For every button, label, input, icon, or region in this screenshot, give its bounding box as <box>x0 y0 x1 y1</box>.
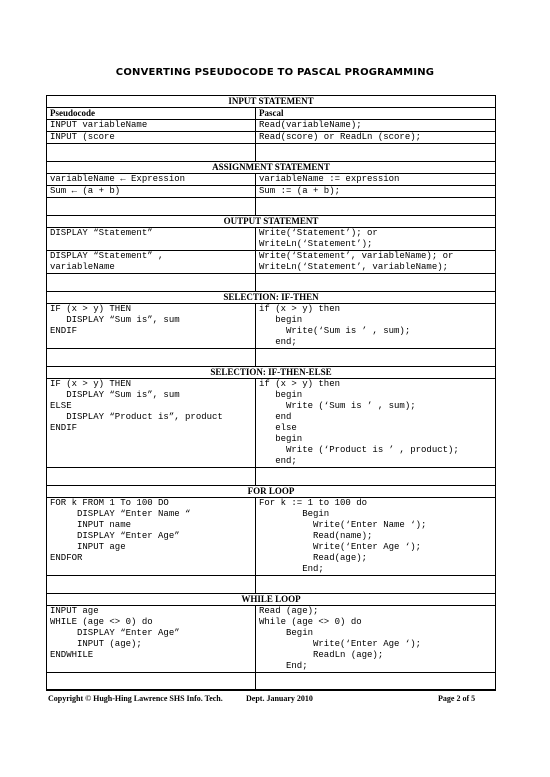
table-row <box>47 304 496 349</box>
table-row <box>47 498 496 576</box>
conversion-table <box>46 95 496 691</box>
spacer-cell <box>256 576 496 594</box>
spacer-row <box>47 468 496 486</box>
pseudocode-cell: DISPLAY “Statement” , variableName <box>47 251 256 274</box>
table-row <box>47 251 496 274</box>
pseudocode-cell: INPUT variableName <box>47 120 256 132</box>
spacer-cell <box>47 576 256 594</box>
pascal-cell: if (x > y) then begin Write(‘Sum is ’ , sum); end; <box>256 304 496 349</box>
spacer-cell <box>256 673 496 691</box>
footer-dept: Dept. January 2010 <box>246 694 313 703</box>
pascal-cell: For k := 1 to 100 do Begin Write(‘Enter Name ‘); Read(name); Write(‘Enter Age ‘); Read(age); End; <box>256 498 496 576</box>
column-header-pascal: Pascal <box>256 108 496 120</box>
section-heading-for: FOR LOOP <box>47 486 496 498</box>
spacer-cell <box>47 349 256 367</box>
pseudocode-cell: variableName ← Expression <box>47 174 256 186</box>
spacer-row <box>47 274 496 292</box>
section-heading-ifelse: SELECTION: IF-THEN-ELSE <box>47 367 496 379</box>
table-row <box>47 174 496 186</box>
spacer-cell <box>47 274 256 292</box>
section-heading-input: INPUT STATEMENT <box>47 96 496 108</box>
pascal-cell: Read (age); While (age <> 0) do Begin Write(‘Enter Age ‘); ReadLn (age); End; <box>256 606 496 673</box>
pseudocode-cell: INPUT (score <box>47 132 256 144</box>
table-row <box>47 379 496 468</box>
pascal-cell: Read(score) or ReadLn (score); <box>256 132 496 144</box>
pascal-cell: Write(‘Statement’, variableName); or WriteLn(‘Statement’, variableName); <box>256 251 496 274</box>
footer-copyright: Copyright © Hugh-Hing Lawrence SHS Info. Tech. <box>48 694 223 703</box>
pseudocode-cell: DISPLAY “Statement” <box>47 228 256 251</box>
pascal-cell: if (x > y) then begin Write (‘Sum is ’ , sum); end else begin Write (‘Product is ’ , product); end; <box>256 379 496 468</box>
pascal-cell: Sum := (a + b); <box>256 186 496 198</box>
footer-page-number: Page 2 of 5 <box>438 694 476 703</box>
pseudocode-cell: IF (x > y) THEN DISPLAY “Sum is”, sum ENDIF <box>47 304 256 349</box>
table-row <box>47 120 496 132</box>
spacer-cell <box>256 349 496 367</box>
spacer-cell <box>47 198 256 216</box>
table-row <box>47 186 496 198</box>
table-row <box>47 606 496 673</box>
footer-divider <box>46 689 496 690</box>
spacer-row <box>47 349 496 367</box>
spacer-cell <box>47 468 256 486</box>
pseudocode-cell: FOR k FROM 1 To 100 DO DISPLAY “Enter Name “ INPUT name DISPLAY “Enter Age” INPUT age ENDFOR <box>47 498 256 576</box>
spacer-row <box>47 576 496 594</box>
table-row <box>47 228 496 251</box>
spacer-cell <box>47 144 256 162</box>
spacer-cell <box>256 274 496 292</box>
table-row <box>47 132 496 144</box>
pseudocode-cell: IF (x > y) THEN DISPLAY “Sum is”, sum ELSE DISPLAY “Product is”, product ENDIF <box>47 379 256 468</box>
spacer-cell <box>256 144 496 162</box>
spacer-cell <box>256 468 496 486</box>
section-heading-assign: ASSIGNMENT STATEMENT <box>47 162 496 174</box>
spacer-cell <box>47 673 256 691</box>
spacer-row <box>47 673 496 691</box>
pseudocode-cell: INPUT age WHILE (age <> 0) do DISPLAY “Enter Age” INPUT (age); ENDWHILE <box>47 606 256 673</box>
section-heading-while: WHILE LOOP <box>47 594 496 606</box>
pascal-cell: Read(variableName); <box>256 120 496 132</box>
pascal-cell: Write(‘Statement’); or WriteLn(‘Statement’); <box>256 228 496 251</box>
spacer-row <box>47 198 496 216</box>
spacer-cell <box>256 198 496 216</box>
section-heading-ifthen: SELECTION: IF-THEN <box>47 292 496 304</box>
column-header-pseudocode: Pseudocode <box>47 108 256 120</box>
spacer-row <box>47 144 496 162</box>
document-title: CONVERTING PSEUDOCODE TO PASCAL PROGRAMMING <box>115 67 435 78</box>
section-heading-output: OUTPUT STATEMENT <box>47 216 496 228</box>
pseudocode-cell: Sum ← (a + b) <box>47 186 256 198</box>
pascal-cell: variableName := expression <box>256 174 496 186</box>
